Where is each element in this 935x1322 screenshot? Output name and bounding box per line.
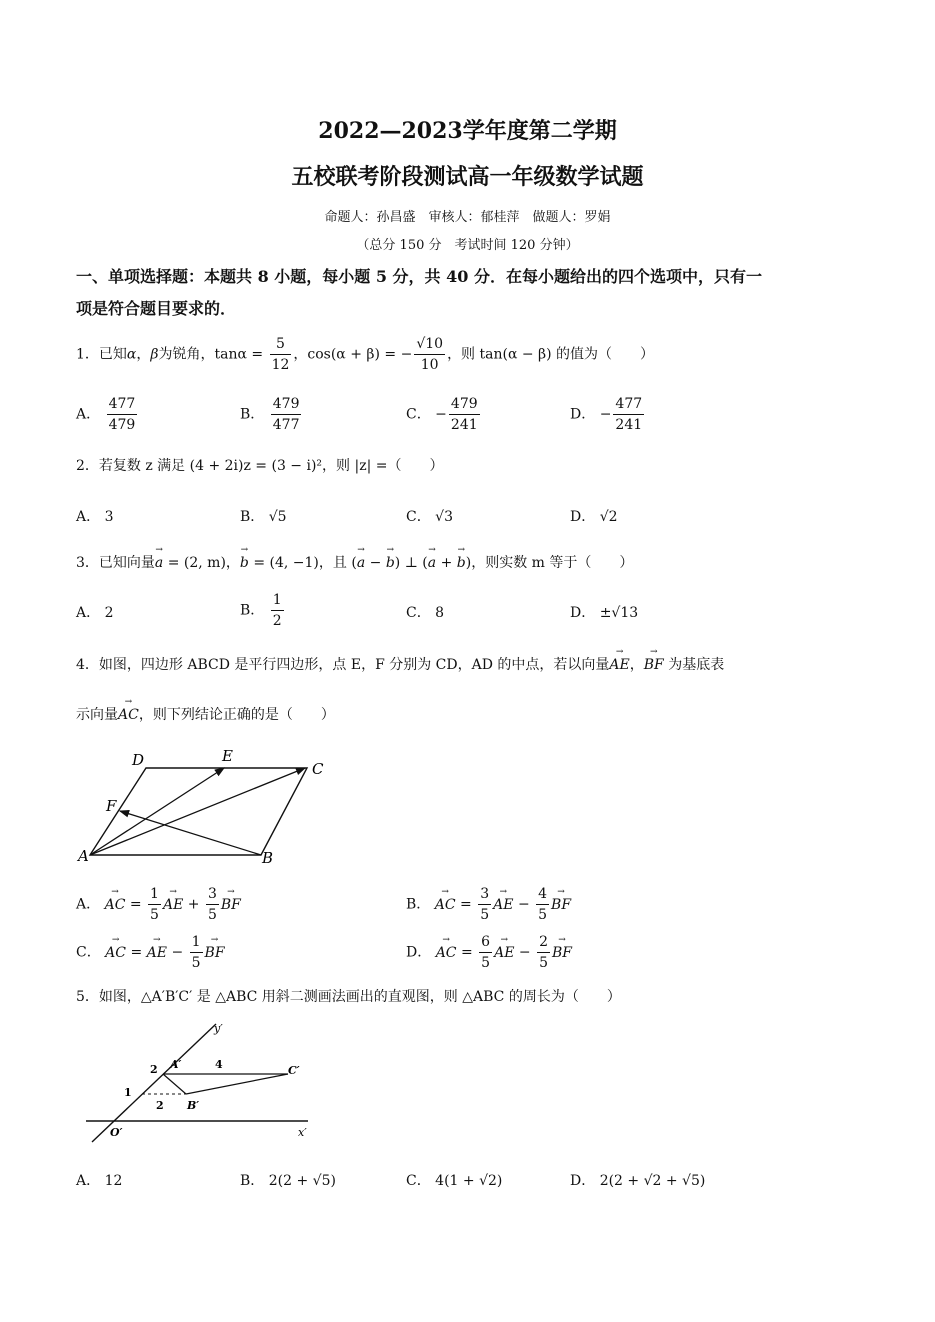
q4d-c2: 2 bbox=[537, 932, 550, 953]
q3-text-d: − bbox=[365, 555, 386, 571]
exam-title-line1: 2022—2023学年度第二学期 bbox=[318, 118, 617, 144]
q1-option-c-den: 241 bbox=[450, 417, 478, 433]
q1-beta: β bbox=[150, 346, 159, 363]
q1-option-a-fraction bbox=[107, 394, 138, 435]
label-a-prime: A′ bbox=[170, 1058, 182, 1071]
q3-option-c-label: C． bbox=[406, 605, 431, 621]
label-num-2-top: 2 bbox=[150, 1063, 158, 1076]
q1-option-c-fraction bbox=[449, 394, 480, 435]
q3-option-d-label: D． bbox=[570, 605, 596, 621]
q1-cos-part: ，cos(α + β) = − bbox=[293, 346, 413, 363]
q4d-frac1 bbox=[479, 932, 492, 973]
q1-option-a-num: 477 bbox=[107, 394, 138, 415]
q3-option-b-label: B． bbox=[240, 602, 265, 619]
q1-tan-a: tanα = bbox=[214, 346, 264, 363]
segment-a-b bbox=[163, 1074, 186, 1094]
q1-alpha: α bbox=[126, 346, 137, 363]
q3-text-e: ) ⊥ ( bbox=[394, 555, 428, 571]
q1-option-b-den: 477 bbox=[272, 417, 300, 433]
q4a-d2: 5 bbox=[207, 907, 217, 923]
q1-option-d-label: D． bbox=[570, 406, 596, 423]
question-2: 2．若复数 z 满足 (4 + 2i)z = (3 − i)²，则 |z| =（ ） bbox=[76, 458, 444, 474]
q4d-d1: 5 bbox=[481, 955, 491, 971]
q4d-bf: → BF bbox=[552, 945, 572, 961]
q5-option-a-label: A． bbox=[76, 1173, 101, 1189]
q4-vector-ae: → AE bbox=[609, 657, 629, 673]
q3-option-b[interactable] bbox=[240, 590, 286, 631]
q3-vector-b2: → b bbox=[386, 555, 395, 571]
q4-option-a[interactable] bbox=[76, 884, 241, 925]
q1-option-c-sign: − bbox=[435, 406, 447, 423]
q4a-eq: = bbox=[129, 896, 142, 913]
q1-tan-fraction bbox=[270, 334, 292, 375]
q4c-eq: = bbox=[130, 944, 143, 961]
y-axis bbox=[92, 1024, 216, 1142]
q3-option-a-label: A． bbox=[76, 605, 101, 621]
q4-option-c[interactable] bbox=[76, 932, 225, 973]
q2-option-d-value: √2 bbox=[599, 509, 618, 525]
q3-option-b-den: 2 bbox=[272, 613, 282, 629]
q4b-frac1 bbox=[478, 884, 491, 925]
label-b: B bbox=[262, 849, 274, 865]
q3-vector-a: → a bbox=[155, 555, 163, 571]
q2-option-c[interactable] bbox=[406, 506, 453, 526]
label-y-axis: y′ bbox=[214, 1022, 223, 1035]
section1-heading-line1: 一、单项选择题：本题共 8 小题，每小题 5 分，共 40 分．在每小题给出的四个选项中，只有一 bbox=[76, 267, 762, 286]
q4-text-e: ，则下列结论正确的是（ ） bbox=[138, 707, 335, 723]
q4b-bf: → BF bbox=[551, 897, 571, 913]
q1-option-d-den: 241 bbox=[615, 417, 643, 433]
q2-option-c-value: √3 bbox=[435, 509, 453, 525]
q4a-frac1 bbox=[148, 884, 161, 925]
q1-option-c-num: 479 bbox=[449, 394, 480, 415]
q3-text-b: = (2, m)， bbox=[163, 555, 240, 571]
q4-option-d[interactable] bbox=[406, 932, 572, 973]
q3-vector-a2: → a bbox=[357, 555, 365, 571]
q4b-op: − bbox=[517, 896, 530, 913]
label-f: F bbox=[106, 797, 117, 815]
authors-line: 命题人：孙昌盛 审核人：郁桂萍 做题人：罗娟 bbox=[324, 210, 611, 225]
q1-option-c[interactable] bbox=[406, 394, 482, 435]
q4c-ac: → AC bbox=[105, 945, 126, 961]
q3-text-c: = (4, −1)，且 ( bbox=[248, 555, 357, 571]
label-c-prime: C′ bbox=[288, 1064, 300, 1077]
q1-option-d[interactable] bbox=[570, 394, 646, 435]
question-3 bbox=[76, 552, 633, 572]
q2-option-c-label: C． bbox=[406, 509, 431, 525]
q2-option-b-value: √5 bbox=[268, 509, 287, 525]
q1-option-b-fraction bbox=[271, 394, 302, 435]
q4-option-b-label: B． bbox=[406, 896, 431, 913]
vector-bf-line bbox=[120, 811, 261, 855]
q4d-c1: 6 bbox=[479, 932, 492, 953]
q4-vector-bf: → BF bbox=[644, 657, 664, 673]
q4a-ac: → AC bbox=[105, 897, 126, 913]
q3-text-f: + bbox=[436, 555, 457, 571]
q4b-ae: → AE bbox=[493, 897, 513, 913]
question-1 bbox=[76, 334, 654, 375]
q4a-op: + bbox=[187, 896, 200, 913]
q4a-d1: 5 bbox=[150, 907, 159, 923]
q4-option-c-label: C． bbox=[76, 944, 101, 961]
q5-option-d[interactable] bbox=[570, 1170, 705, 1190]
q4a-bf: → BF bbox=[221, 897, 241, 913]
parallelogram-figure bbox=[76, 745, 336, 865]
q1-option-a-label: A． bbox=[76, 406, 101, 423]
q4-option-b[interactable] bbox=[406, 884, 571, 925]
q1-text2: ，则 tan(α − β) 的值为（ ） bbox=[447, 346, 655, 363]
q2-option-a-value: 3 bbox=[104, 509, 114, 525]
q3-option-a[interactable] bbox=[76, 602, 114, 622]
q1-cos-den: 10 bbox=[420, 357, 439, 373]
q2-option-a[interactable] bbox=[76, 506, 114, 526]
q2-option-b-label: B． bbox=[240, 509, 265, 525]
q1-option-b-num: 479 bbox=[271, 394, 302, 415]
q5-option-d-value: 2(2 + √2 + √5) bbox=[599, 1173, 706, 1189]
q4c-ae: → AE bbox=[147, 945, 167, 961]
q5-option-a[interactable] bbox=[76, 1170, 122, 1190]
label-b-prime: B′ bbox=[187, 1099, 200, 1112]
q1-text1: 为锐角， bbox=[158, 346, 215, 363]
q4d-frac2 bbox=[537, 932, 550, 973]
q1-prefix: 1．已知 bbox=[76, 346, 127, 363]
q4b-ac: → AC bbox=[435, 897, 456, 913]
label-num-1: 1 bbox=[124, 1086, 132, 1099]
q4-option-d-label: D． bbox=[406, 944, 432, 961]
q2-option-a-label: A． bbox=[76, 509, 101, 525]
q4b-frac2 bbox=[536, 884, 549, 925]
q4d-eq: = bbox=[460, 944, 473, 961]
q5-option-c-label: C． bbox=[406, 1173, 431, 1189]
q3-vector-b3: → b bbox=[457, 555, 466, 571]
q3-vector-a3: → a bbox=[428, 555, 436, 571]
q1-tan-den: 12 bbox=[271, 357, 290, 373]
q4a-frac2 bbox=[206, 884, 219, 925]
q4b-eq: = bbox=[460, 896, 472, 913]
q3-option-c[interactable] bbox=[406, 602, 444, 622]
exam-info: （总分 150 分 考试时间 120 分钟） bbox=[356, 238, 579, 253]
q4c-bf: → BF bbox=[205, 945, 225, 961]
q1-option-a[interactable] bbox=[76, 394, 139, 435]
q3-option-a-value: 2 bbox=[104, 605, 114, 621]
q1-cos-num: √10 bbox=[414, 334, 445, 355]
q4c-d2: 5 bbox=[191, 955, 201, 971]
label-c: C bbox=[312, 760, 324, 778]
q5-option-a-value: 12 bbox=[104, 1173, 123, 1189]
q3-vector-b: → b bbox=[240, 555, 249, 571]
q4d-ac: → AC bbox=[436, 945, 457, 961]
q4a-c2: 3 bbox=[206, 884, 219, 905]
q5-option-b-label: B． bbox=[240, 1173, 265, 1189]
q2-option-d[interactable] bbox=[570, 506, 618, 526]
q1-option-b-label: B． bbox=[240, 406, 265, 423]
q5-option-c[interactable] bbox=[406, 1170, 502, 1190]
q3-option-d-value: ±√13 bbox=[599, 605, 639, 621]
q4c-frac2 bbox=[190, 932, 203, 973]
question-5: 5．如图，△A′B′C′ 是 △ABC 用斜二测画法画出的直观图，则 △ABC 的周长为（ ） bbox=[76, 989, 621, 1005]
q1-option-c-label: C． bbox=[406, 406, 431, 423]
q4-text-a: 4．如图，四边形 ABCD 是平行四边形，点 E，F 分别为 CD，AD 的中点，若以向量 bbox=[76, 657, 610, 673]
q3-option-b-num: 1 bbox=[271, 590, 284, 611]
q4c-c2: 1 bbox=[190, 932, 203, 953]
q5-option-b[interactable] bbox=[240, 1170, 336, 1190]
q1-option-a-den: 479 bbox=[108, 417, 136, 433]
label-origin: O′ bbox=[110, 1126, 123, 1139]
q4-text-b: ， bbox=[629, 657, 644, 673]
oblique-drawing-figure bbox=[76, 1018, 316, 1148]
q4d-ae: → AE bbox=[494, 945, 514, 961]
q1-tan-num: 5 bbox=[270, 334, 292, 355]
exam-title-line2: 五校联考阶段测试高一年级数学试题 bbox=[291, 164, 644, 190]
section1-heading-line2: 项是符合题目要求的． bbox=[76, 299, 237, 318]
q1-comma: ， bbox=[136, 346, 151, 363]
q4d-op: − bbox=[518, 944, 531, 961]
q4a-c1: 1 bbox=[148, 884, 161, 905]
q4a-ae: → AE bbox=[163, 897, 183, 913]
q4-text-c: 为基底表 bbox=[663, 657, 725, 673]
label-a: A bbox=[78, 847, 89, 865]
q4-vector-ac: → AC bbox=[118, 707, 139, 723]
q5-option-b-value: 2(2 + √5) bbox=[268, 1173, 336, 1189]
q1-cos-fraction bbox=[414, 334, 445, 375]
label-x-axis: x′ bbox=[298, 1126, 307, 1139]
q4b-d2: 5 bbox=[538, 907, 548, 923]
q1-option-d-num: 477 bbox=[613, 394, 644, 415]
q1-option-d-fraction bbox=[613, 394, 644, 435]
label-num-2-bottom: 2 bbox=[156, 1099, 164, 1112]
label-num-4: 4 bbox=[215, 1058, 223, 1071]
q4b-d1: 5 bbox=[480, 907, 490, 923]
q1-option-b[interactable] bbox=[240, 394, 303, 435]
q4b-c2: 4 bbox=[536, 884, 549, 905]
question-4-line1 bbox=[76, 654, 724, 674]
label-d: D bbox=[132, 751, 145, 769]
q4-text-d: 示向量 bbox=[76, 707, 118, 723]
label-e: E bbox=[222, 747, 233, 765]
q3-option-b-fraction bbox=[271, 590, 284, 631]
q5-option-c-value: 4(1 + √2) bbox=[435, 1173, 503, 1189]
q3-text-g: )，则实数 m 等于（ ） bbox=[465, 555, 634, 571]
q2-option-d-label: D． bbox=[570, 509, 596, 525]
q4d-d2: 5 bbox=[539, 955, 548, 971]
q4b-c1: 3 bbox=[478, 884, 491, 905]
q2-option-b[interactable] bbox=[240, 506, 287, 526]
q3-text-a: 3．已知向量 bbox=[76, 555, 155, 571]
q1-option-d-sign: − bbox=[599, 406, 612, 423]
question-4-line2 bbox=[76, 704, 335, 724]
segment-b-c bbox=[186, 1074, 288, 1094]
q4-option-a-label: A． bbox=[76, 896, 101, 913]
q3-option-d[interactable] bbox=[570, 602, 638, 622]
q3-option-c-value: 8 bbox=[435, 605, 445, 621]
q4c-op: − bbox=[171, 944, 184, 961]
q5-option-d-label: D． bbox=[570, 1173, 596, 1189]
